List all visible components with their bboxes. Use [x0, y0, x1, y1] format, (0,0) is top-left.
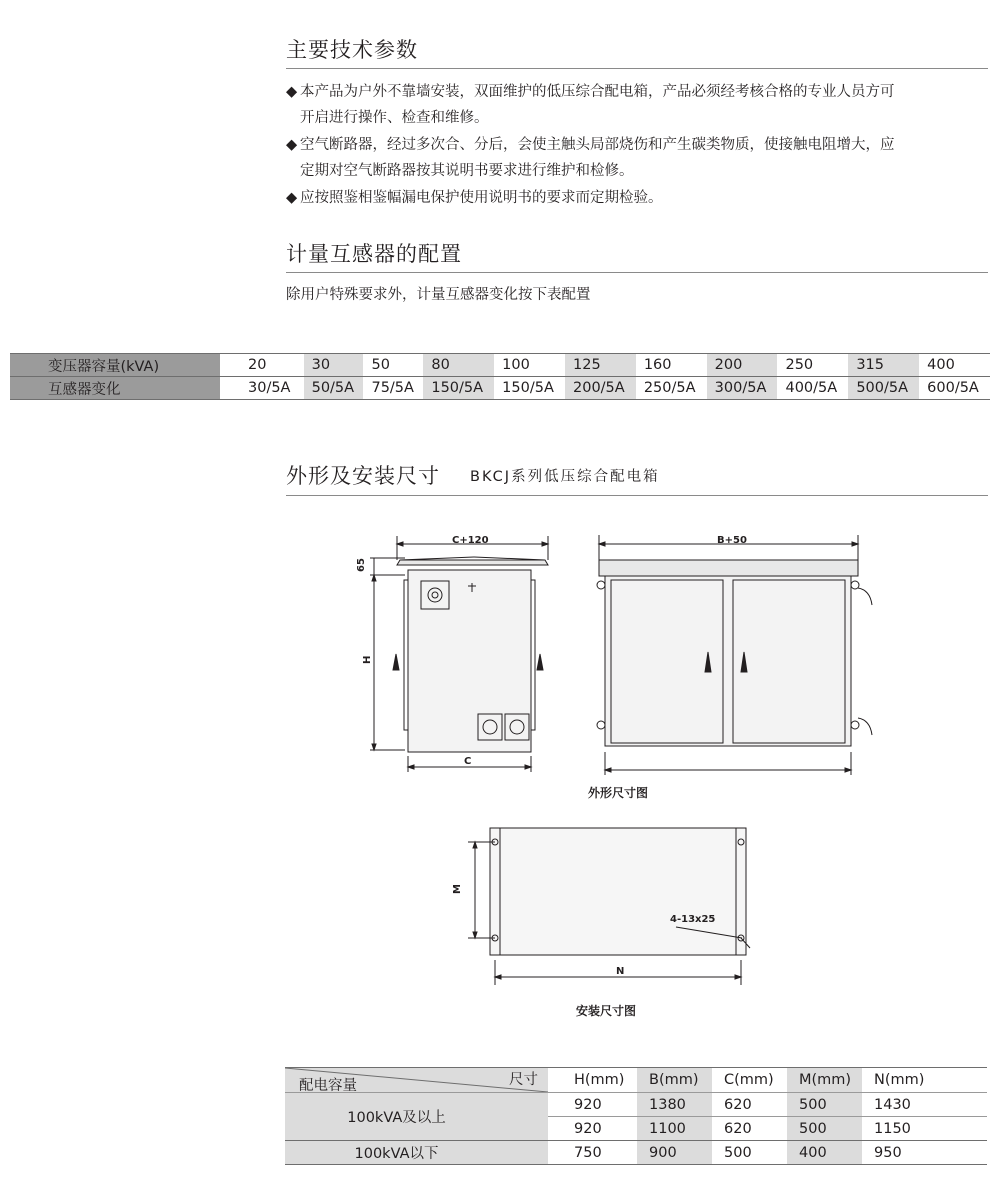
table-cell: 50: [363, 354, 423, 377]
label-b50: B+50: [717, 535, 747, 546]
table-cell: 30/5A: [220, 377, 304, 400]
column-header: H(mm): [548, 1068, 637, 1093]
table-cell: 620: [712, 1117, 787, 1141]
column-header: B(mm): [637, 1068, 712, 1093]
corner-label-size: 尺寸: [509, 1072, 538, 1088]
label-65: 65: [356, 558, 367, 572]
install-drawing: [450, 820, 770, 1030]
table-cell: 500: [712, 1141, 787, 1165]
table-cell: 30: [304, 354, 364, 377]
table-row: [285, 1093, 987, 1117]
diamond-bullet-icon: ◆: [286, 190, 298, 206]
table-cell: 900: [637, 1141, 712, 1165]
label-c120: C+120: [452, 535, 489, 546]
section-title-ct: 计量互感器的配置: [286, 242, 462, 266]
label-h: H: [362, 655, 373, 664]
corner-cell: [285, 1068, 548, 1093]
label-c: C: [464, 756, 472, 767]
capacity-label: 100kVA以下: [285, 1141, 548, 1165]
table-row: [10, 377, 990, 400]
table-cell: 250: [777, 354, 848, 377]
table-cell: 400/5A: [777, 377, 848, 400]
table-cell: 80: [423, 354, 494, 377]
table-cell: 20: [220, 354, 304, 377]
section-title-dims: 外形及安装尺寸: [286, 464, 440, 488]
series-subtitle: BKCJ系列低压综合配电箱: [470, 469, 660, 485]
table-cell: 600/5A: [919, 377, 990, 400]
column-header: M(mm): [787, 1068, 862, 1093]
table-cell: 160: [636, 354, 707, 377]
ct-intro-text: 除用户特殊要求外，计量互感器变化按下表配置: [286, 287, 591, 303]
table-cell: 250/5A: [636, 377, 707, 400]
ct-ratio-table: [10, 353, 990, 400]
table-cell: 920: [548, 1093, 637, 1117]
install-caption: 安装尺寸图: [576, 1004, 637, 1018]
table-cell: 920: [548, 1117, 637, 1141]
table-row: [285, 1141, 987, 1165]
diamond-bullet-icon: ◆: [286, 137, 298, 153]
table-row: [10, 354, 990, 377]
column-header: C(mm): [712, 1068, 787, 1093]
table-header-row: [285, 1068, 987, 1093]
column-header: N(mm): [862, 1068, 987, 1093]
outline-caption: 外形尺寸图: [588, 786, 649, 800]
table-cell: 400: [919, 354, 990, 377]
table-cell: 500: [787, 1117, 862, 1141]
bullet-item-2: [286, 132, 990, 184]
table-cell: 400: [787, 1141, 862, 1165]
divider: [286, 68, 988, 69]
bullet-item-1: [286, 79, 990, 131]
divider: [286, 272, 988, 273]
table-cell: 500/5A: [848, 377, 919, 400]
table-cell: 300/5A: [707, 377, 778, 400]
table-cell: 1150: [862, 1117, 987, 1141]
table-cell: 1430: [862, 1093, 987, 1117]
table-cell: 620: [712, 1093, 787, 1117]
table-cell: 750: [548, 1141, 637, 1165]
table-cell: 125: [565, 354, 636, 377]
table-cell: 200: [707, 354, 778, 377]
table-cell: 150/5A: [423, 377, 494, 400]
table-cell: 1100: [637, 1117, 712, 1141]
row-header: 变压器容量(kVA): [10, 354, 220, 377]
outline-drawing: [350, 530, 890, 810]
table-cell: 150/5A: [494, 377, 565, 400]
dimension-table: [285, 1067, 987, 1165]
divider: [286, 495, 988, 496]
label-holes: 4-13x25: [670, 914, 716, 925]
bullet-item-3: [286, 185, 990, 211]
row-header: 互感器变化: [10, 377, 220, 400]
section-title-params: 主要技术参数: [286, 38, 418, 62]
bullet-text-cont: 开启进行操作、检查和维修。: [300, 110, 489, 126]
capacity-label: 100kVA及以上: [285, 1093, 548, 1141]
table-cell: 315: [848, 354, 919, 377]
bullet-text: 本产品为户外不靠墙安装，双面维护的低压综合配电箱，产品必须经考核合格的专业人员方可: [300, 84, 895, 100]
bullet-text: 空气断路器，经过多次合、分后，会使主触头局部烧伤和产生碳类物质，使接触电阻增大，应: [300, 137, 895, 153]
table-cell: 50/5A: [304, 377, 364, 400]
table-cell: 500: [787, 1093, 862, 1117]
bullet-text: 应按照鉴相鉴幅漏电保护使用说明书的要求而定期检验。: [300, 190, 663, 206]
table-cell: 75/5A: [363, 377, 423, 400]
diamond-bullet-icon: ◆: [286, 84, 298, 100]
corner-label-capacity: 配电容量: [299, 1078, 357, 1094]
label-n: N: [616, 966, 625, 977]
table-cell: 200/5A: [565, 377, 636, 400]
table-cell: 1380: [637, 1093, 712, 1117]
table-cell: 950: [862, 1141, 987, 1165]
table-cell: 100: [494, 354, 565, 377]
label-m: M: [452, 884, 463, 894]
bullet-text-cont: 定期对空气断路器按其说明书要求进行维护和检修。: [300, 163, 634, 179]
